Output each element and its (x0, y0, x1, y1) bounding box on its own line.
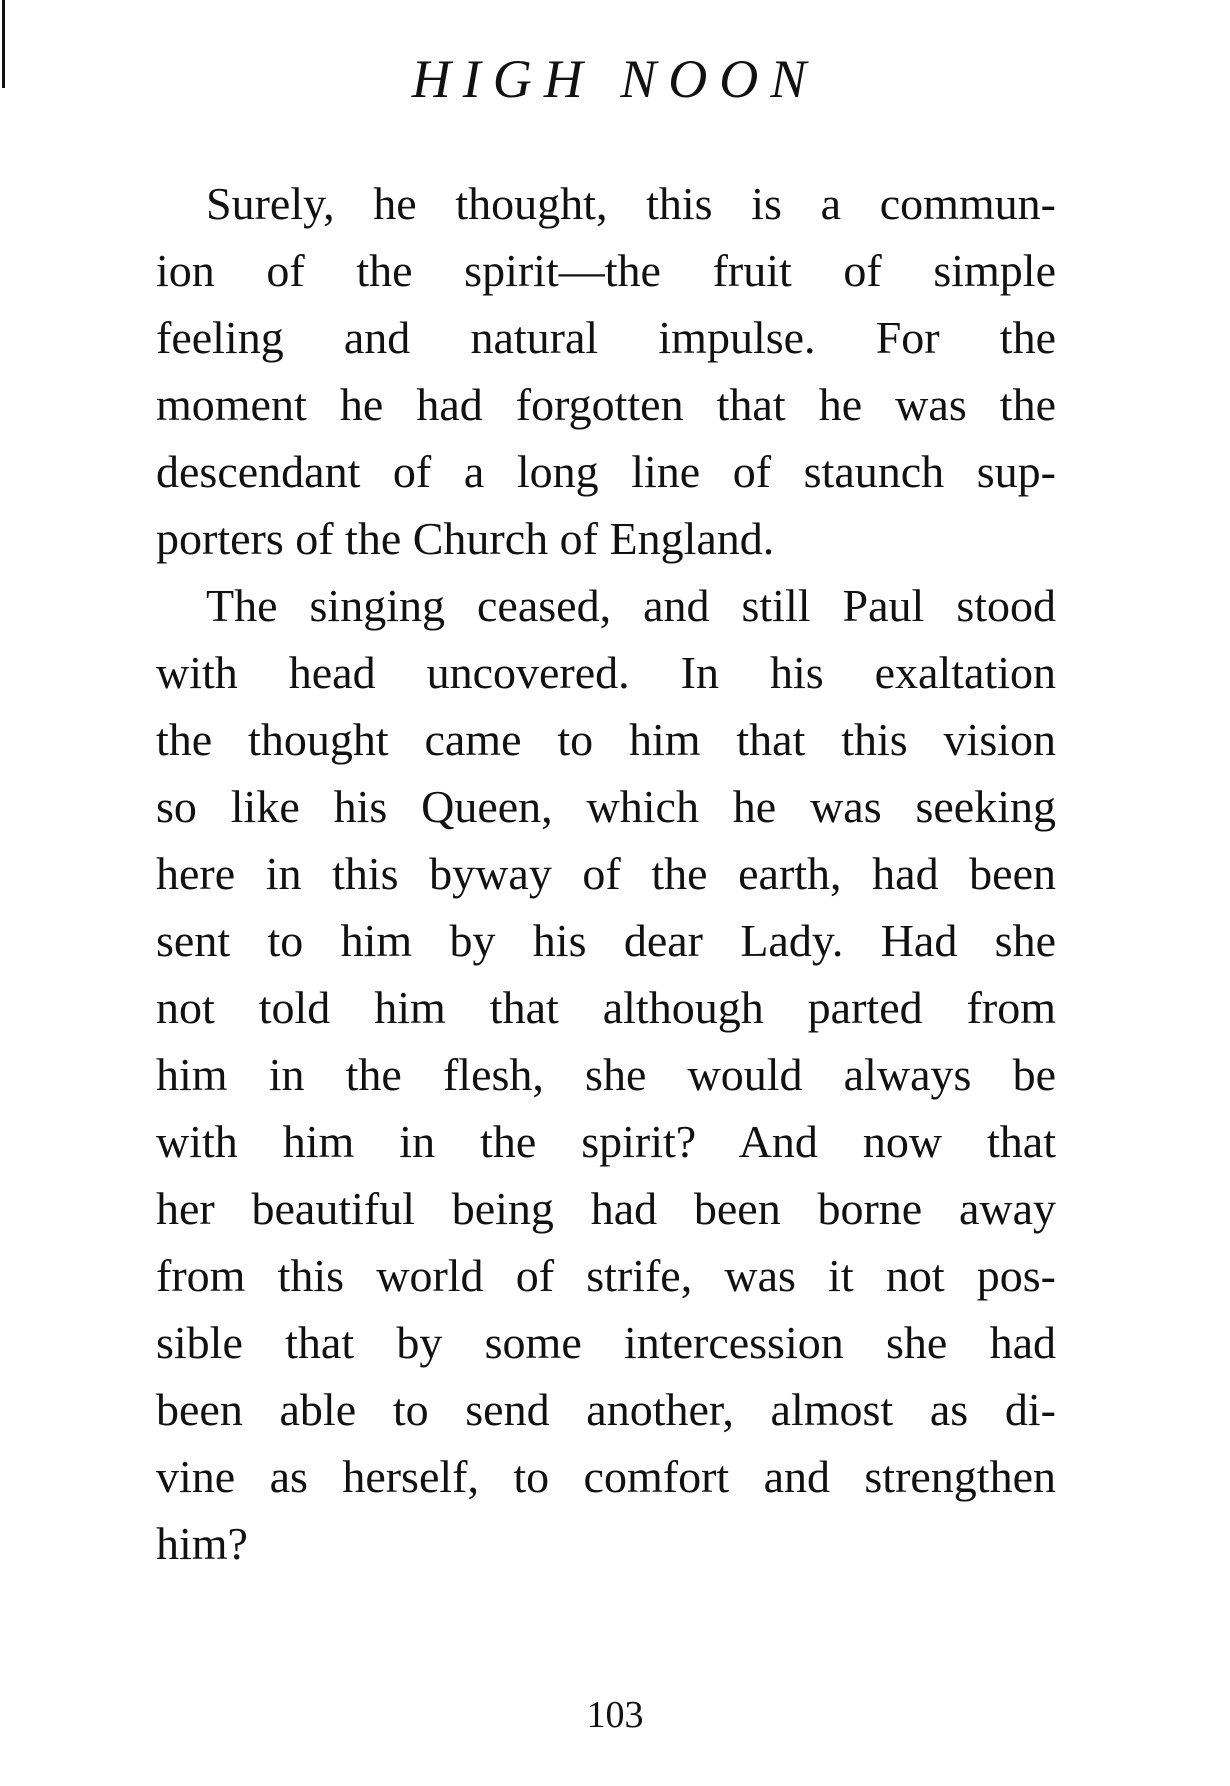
text-line: from this world of strife, was it not pos- (156, 1250, 1056, 1301)
text-line: moment he had forgotten that he was the (156, 379, 1056, 430)
text-line: her beautiful being had been borne away (156, 1183, 1056, 1234)
text-line: porters of the Church of England. (156, 513, 775, 564)
text-line: the thought came to him that this vision (156, 714, 1056, 765)
text-line: him in the flesh, she would always be (156, 1049, 1056, 1100)
text-line: sible that by some intercession she had (156, 1317, 1056, 1368)
text-line: with him in the spirit? And now that (156, 1116, 1056, 1167)
text-line: with head uncovered. In his exaltation (156, 647, 1056, 698)
text-line: sent to him by his dear Lady. Had she (156, 915, 1056, 966)
text-line: so like his Queen, which he was seeking (156, 781, 1056, 832)
text-line: been able to send another, almost as di- (156, 1384, 1056, 1435)
text-line: Surely, he thought, this is a commun- (206, 178, 1056, 229)
text-line: descendant of a long line of staunch sup- (156, 446, 1056, 497)
text-line: feeling and natural impulse. For the (156, 312, 1056, 363)
text-line: here in this byway of the earth, had been (156, 848, 1056, 899)
page-number: 103 (586, 1694, 644, 1736)
text-line: him? (156, 1518, 248, 1569)
running-head: HIGH NOON (411, 49, 819, 109)
body-text (156, 170, 1056, 1577)
text-line: vine as herself, to comfort and strengthen (156, 1451, 1056, 1502)
text-line: The singing ceased, and still Paul stood (206, 580, 1056, 631)
text-line: ion of the spirit—the fruit of simple (156, 245, 1056, 296)
text-line: not told him that although parted from (156, 982, 1056, 1033)
